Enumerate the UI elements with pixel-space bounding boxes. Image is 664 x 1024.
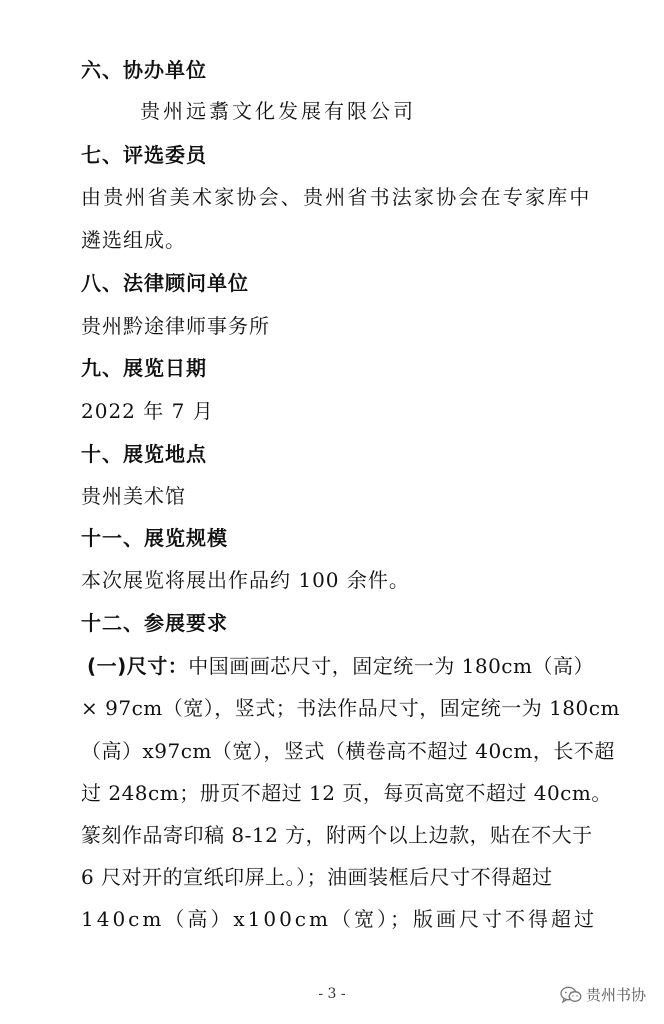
section-text-8: 贵州黔途律师事务所: [81, 314, 270, 338]
section-text-7-line2: 遴选组成。: [81, 228, 186, 252]
watermark-text: 贵州书协: [585, 986, 646, 1004]
wechat-icon: [560, 986, 582, 1004]
section-heading-8: 八、法律顾问单位: [81, 271, 249, 295]
watermark: [560, 984, 646, 1005]
size-requirement-line6: 6 尺对开的宣纸印屏上。）；油画装框后尺寸不得超过: [81, 865, 553, 889]
size-requirement-line1: [87, 652, 594, 680]
size-requirement-line7: 140cm（高）x100cm（宽）；版画尺寸不得超过: [81, 907, 597, 931]
size-requirement-line4: 过 248cm；册页不超过 12 页，每页高宽不超过 40cm。: [81, 781, 612, 805]
size-requirement-label: (一)尺寸：: [87, 654, 189, 678]
size-requirement-line3: （高）x97cm（宽），竖式（横卷高不超过 40cm，长不超: [81, 739, 615, 763]
section-heading-6: 六、协办单位: [81, 58, 207, 82]
size-requirement-first-text: 中国画画芯尺寸，固定统一为 180cm（高）: [188, 654, 594, 678]
section-heading-10: 十、展览地点: [81, 442, 207, 466]
section-text-10: 贵州美术馆: [81, 484, 186, 508]
section-heading-7: 七、评选委员: [81, 143, 207, 167]
section-heading-11: 十一、展览规模: [81, 526, 228, 550]
section-heading-12: 十二、参展要求: [81, 611, 228, 635]
section-text-11: 本次展览将展出作品约 100 余件。: [81, 568, 410, 592]
size-requirement-line5: 篆刻作品寄印稿 8-12 方，附两个以上边款，贴在不大于: [81, 823, 593, 847]
section-text-7-line1: 由贵州省美术家协会、贵州省书法家协会在专家库中: [81, 185, 592, 209]
section-heading-9: 九、展览日期: [81, 356, 207, 380]
section-text-6: 贵州远翥文化发展有限公司: [140, 99, 416, 123]
section-text-9: 2022 年 7 月: [81, 399, 214, 423]
page-number: - 3 -: [318, 986, 346, 1002]
size-requirement-line2: × 97cm（宽），竖式；书法作品尺寸，固定统一为 180cm: [81, 696, 620, 720]
